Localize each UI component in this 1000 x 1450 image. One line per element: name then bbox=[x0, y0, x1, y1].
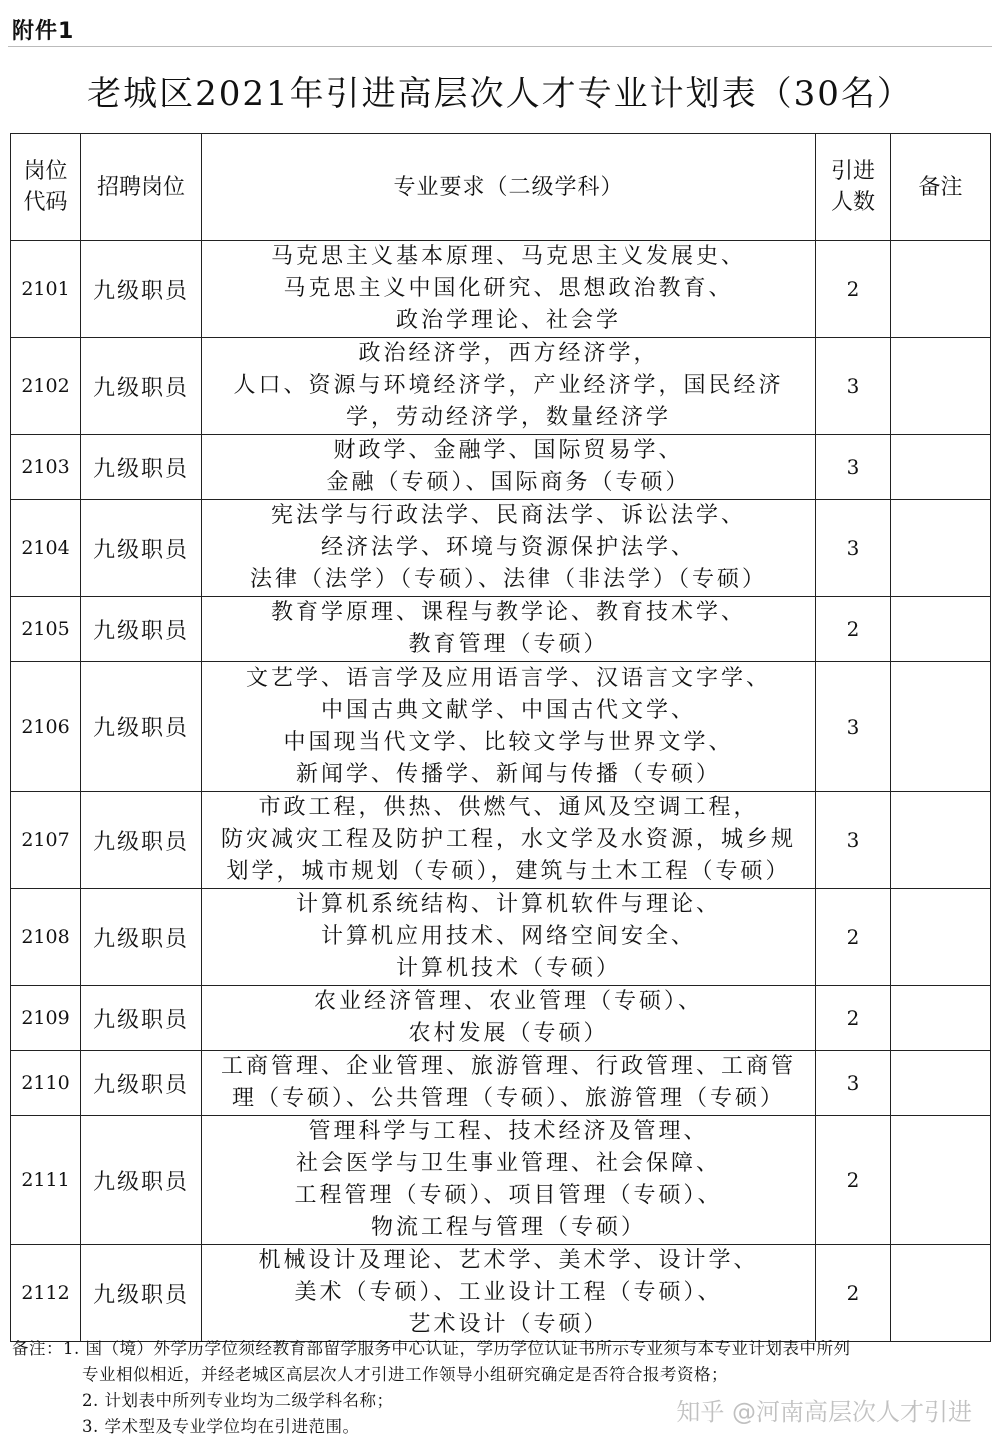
table-row bbox=[11, 792, 991, 889]
major-line: 物流工程与管理（专硕） bbox=[370, 1215, 646, 1240]
position-code-cell: 2106 bbox=[11, 662, 81, 792]
header-count: 引进 人数 bbox=[816, 134, 891, 241]
headcount-cell: 3 bbox=[816, 662, 891, 792]
major-requirement-cell bbox=[202, 500, 816, 597]
major-requirement-cell bbox=[202, 986, 816, 1051]
remark-cell bbox=[891, 1245, 991, 1342]
major-requirement-cell bbox=[202, 1245, 816, 1342]
major-line: 工程管理（专硕）、项目管理（专硕）、 bbox=[294, 1183, 723, 1208]
position-title-cell: 九级职员 bbox=[81, 889, 202, 986]
major-line: 法律（法学）（专硕）、法律（非法学）（专硕） bbox=[249, 567, 767, 592]
headcount-cell: 2 bbox=[816, 889, 891, 986]
major-line: 管理科学与工程、技术经济及管理、 bbox=[308, 1119, 709, 1144]
major-line: 宪法学与行政法学、民商法学、诉讼法学、 bbox=[270, 503, 746, 528]
position-code-cell: 2110 bbox=[11, 1051, 81, 1116]
document-title: 老城区2021年引进高层次人才专业计划表（30名） bbox=[87, 74, 913, 114]
table-row bbox=[11, 597, 991, 662]
major-line: 艺术设计（专硕） bbox=[408, 1312, 609, 1337]
major-line: 教育学原理、课程与教学论、教育技术学、 bbox=[270, 600, 746, 625]
major-line: 马克思主义中国化研究、思想政治教育、 bbox=[283, 276, 734, 301]
headcount-cell: 3 bbox=[816, 500, 891, 597]
position-title-cell: 九级职员 bbox=[81, 435, 202, 500]
headcount-cell: 3 bbox=[816, 338, 891, 435]
major-line: 计算机系统结构、计算机软件与理论、 bbox=[295, 892, 721, 917]
headcount-cell: 3 bbox=[816, 1051, 891, 1116]
table-row bbox=[11, 435, 991, 500]
headcount-cell: 3 bbox=[816, 792, 891, 889]
table-row bbox=[11, 889, 991, 986]
major-requirement-cell bbox=[202, 1116, 816, 1245]
major-line: 计算机技术（专硕） bbox=[395, 956, 621, 981]
major-requirement-cell bbox=[202, 338, 816, 435]
header-major: 专业要求（二级学科） bbox=[202, 134, 816, 241]
major-requirement-cell bbox=[202, 241, 816, 338]
position-code-cell: 2112 bbox=[11, 1245, 81, 1342]
headcount-cell: 3 bbox=[816, 435, 891, 500]
header-code: 岗位 代码 bbox=[11, 134, 81, 241]
major-line: 政治经济学，西方经济学， bbox=[358, 341, 659, 366]
major-line: 美术（专硕）、工业设计工程（专硕）、 bbox=[294, 1280, 723, 1305]
position-title-cell: 九级职员 bbox=[81, 662, 202, 792]
major-line: 农村发展（专硕） bbox=[408, 1021, 609, 1046]
major-line: 人口、资源与环境经济学，产业经济学，国民经济 bbox=[233, 373, 784, 398]
header-position: 招聘岗位 bbox=[81, 134, 202, 241]
major-line: 农业经济管理、农业管理（专硕）、 bbox=[313, 989, 703, 1014]
major-requirement-cell bbox=[202, 1051, 816, 1116]
remark-cell bbox=[891, 1051, 991, 1116]
position-code-cell: 2101 bbox=[11, 241, 81, 338]
major-line: 经济法学、环境与资源保护法学、 bbox=[320, 535, 696, 560]
remark-cell bbox=[891, 435, 991, 500]
position-title-cell: 九级职员 bbox=[81, 1245, 202, 1342]
headcount-cell: 2 bbox=[816, 597, 891, 662]
major-requirement-cell bbox=[202, 792, 816, 889]
remark-cell bbox=[891, 792, 991, 889]
headcount-cell: 2 bbox=[816, 1116, 891, 1245]
major-line: 金融（专硕）、国际商务（专硕） bbox=[326, 470, 691, 495]
position-code-cell: 2107 bbox=[11, 792, 81, 889]
table-row bbox=[11, 338, 991, 435]
position-title-cell: 九级职员 bbox=[81, 1051, 202, 1116]
plan-table bbox=[10, 133, 991, 1342]
major-line: 理（专硕）、公共管理（专硕）、旅游管理（专硕） bbox=[231, 1086, 785, 1111]
remark-cell bbox=[891, 1116, 991, 1245]
major-line: 教育管理（专硕） bbox=[408, 632, 609, 657]
position-code-cell: 2105 bbox=[11, 597, 81, 662]
position-code-cell: 2111 bbox=[11, 1116, 81, 1245]
position-title-cell: 九级职员 bbox=[81, 597, 202, 662]
major-line: 划学，城市规划（专硕），建筑与土木工程（专硕） bbox=[226, 859, 791, 884]
position-code-cell: 2104 bbox=[11, 500, 81, 597]
remark-cell bbox=[891, 662, 991, 792]
table-row bbox=[11, 1051, 991, 1116]
position-code-cell: 2108 bbox=[11, 889, 81, 986]
table-row bbox=[11, 986, 991, 1051]
major-line: 中国古典文献学、中国古代文学、 bbox=[320, 697, 696, 723]
remark-cell bbox=[891, 241, 991, 338]
remark-cell bbox=[891, 597, 991, 662]
attachment-label: 附件1 bbox=[12, 19, 75, 44]
note-line-1: 备注：1. 国（境）外学历学位须经教育部留学服务中心认证，学历学位认证书所示专业须与本专业计划表中所列 bbox=[12, 1339, 851, 1358]
major-line: 工商管理、企业管理、旅游管理、行政管理、工商管 bbox=[220, 1054, 796, 1079]
table-row bbox=[11, 1245, 991, 1342]
major-line: 政治学理论、社会学 bbox=[395, 308, 621, 333]
major-requirement-cell bbox=[202, 597, 816, 662]
headcount-cell: 2 bbox=[816, 986, 891, 1051]
major-line: 中国现当代文学、比较文学与世界文学、 bbox=[283, 729, 734, 755]
position-code-cell: 2109 bbox=[11, 986, 81, 1051]
headcount-cell: 2 bbox=[816, 241, 891, 338]
plan-table-body bbox=[11, 241, 991, 1342]
major-line: 财政学、金融学、国际贸易学、 bbox=[333, 438, 684, 463]
major-requirement-cell bbox=[202, 889, 816, 986]
position-title-cell: 九级职员 bbox=[81, 1116, 202, 1245]
major-line: 防灾减灾工程及防护工程，水文学及水资源，城乡规 bbox=[220, 827, 796, 852]
note-line-1-cont: 专业相似相近，并经老城区高层次人才引进工作领导小组研究确定是否符合报考资格； bbox=[82, 1365, 728, 1384]
major-line: 学，劳动经济学，数量经济学 bbox=[345, 405, 671, 430]
position-code-cell: 2103 bbox=[11, 435, 81, 500]
major-line: 马克思主义基本原理、马克思主义发展史、 bbox=[270, 244, 746, 269]
position-title-cell: 九级职员 bbox=[81, 338, 202, 435]
major-requirement-cell bbox=[202, 435, 816, 500]
major-line: 社会医学与卫生事业管理、社会保障、 bbox=[295, 1151, 721, 1176]
table-row bbox=[11, 662, 991, 792]
remark-cell bbox=[891, 986, 991, 1051]
table-row bbox=[11, 1116, 991, 1245]
headcount-cell: 2 bbox=[816, 1245, 891, 1342]
major-line: 新闻学、传播学、新闻与传播（专硕） bbox=[295, 761, 721, 787]
major-line: 机械设计及理论、艺术学、美术学、设计学、 bbox=[258, 1248, 759, 1273]
position-title-cell: 九级职员 bbox=[81, 792, 202, 889]
position-code-cell: 2102 bbox=[11, 338, 81, 435]
major-line: 市政工程，供热、供燃气、通风及空调工程， bbox=[258, 795, 759, 820]
major-line: 文艺学、语言学及应用语言学、汉语言文字学、 bbox=[245, 665, 771, 691]
note-line-2: 2. 计划表中所列专业均为二级学科名称； bbox=[82, 1391, 394, 1410]
table-row bbox=[11, 500, 991, 597]
watermark-text: 知乎 @河南高层次人才引进 bbox=[676, 1398, 972, 1426]
header-divider bbox=[8, 46, 992, 47]
remark-cell bbox=[891, 500, 991, 597]
note-line-3: 3. 学术型及专业学位均在引进范围。 bbox=[82, 1417, 360, 1436]
remark-cell bbox=[891, 889, 991, 986]
remark-cell bbox=[891, 338, 991, 435]
position-title-cell: 九级职员 bbox=[81, 241, 202, 338]
table-row bbox=[11, 241, 991, 338]
position-title-cell: 九级职员 bbox=[81, 986, 202, 1051]
major-line: 计算机应用技术、网络空间安全、 bbox=[320, 924, 696, 949]
position-title-cell: 九级职员 bbox=[81, 500, 202, 597]
header-row bbox=[11, 134, 991, 241]
major-requirement-cell bbox=[202, 662, 816, 792]
header-remark: 备注 bbox=[891, 134, 991, 241]
